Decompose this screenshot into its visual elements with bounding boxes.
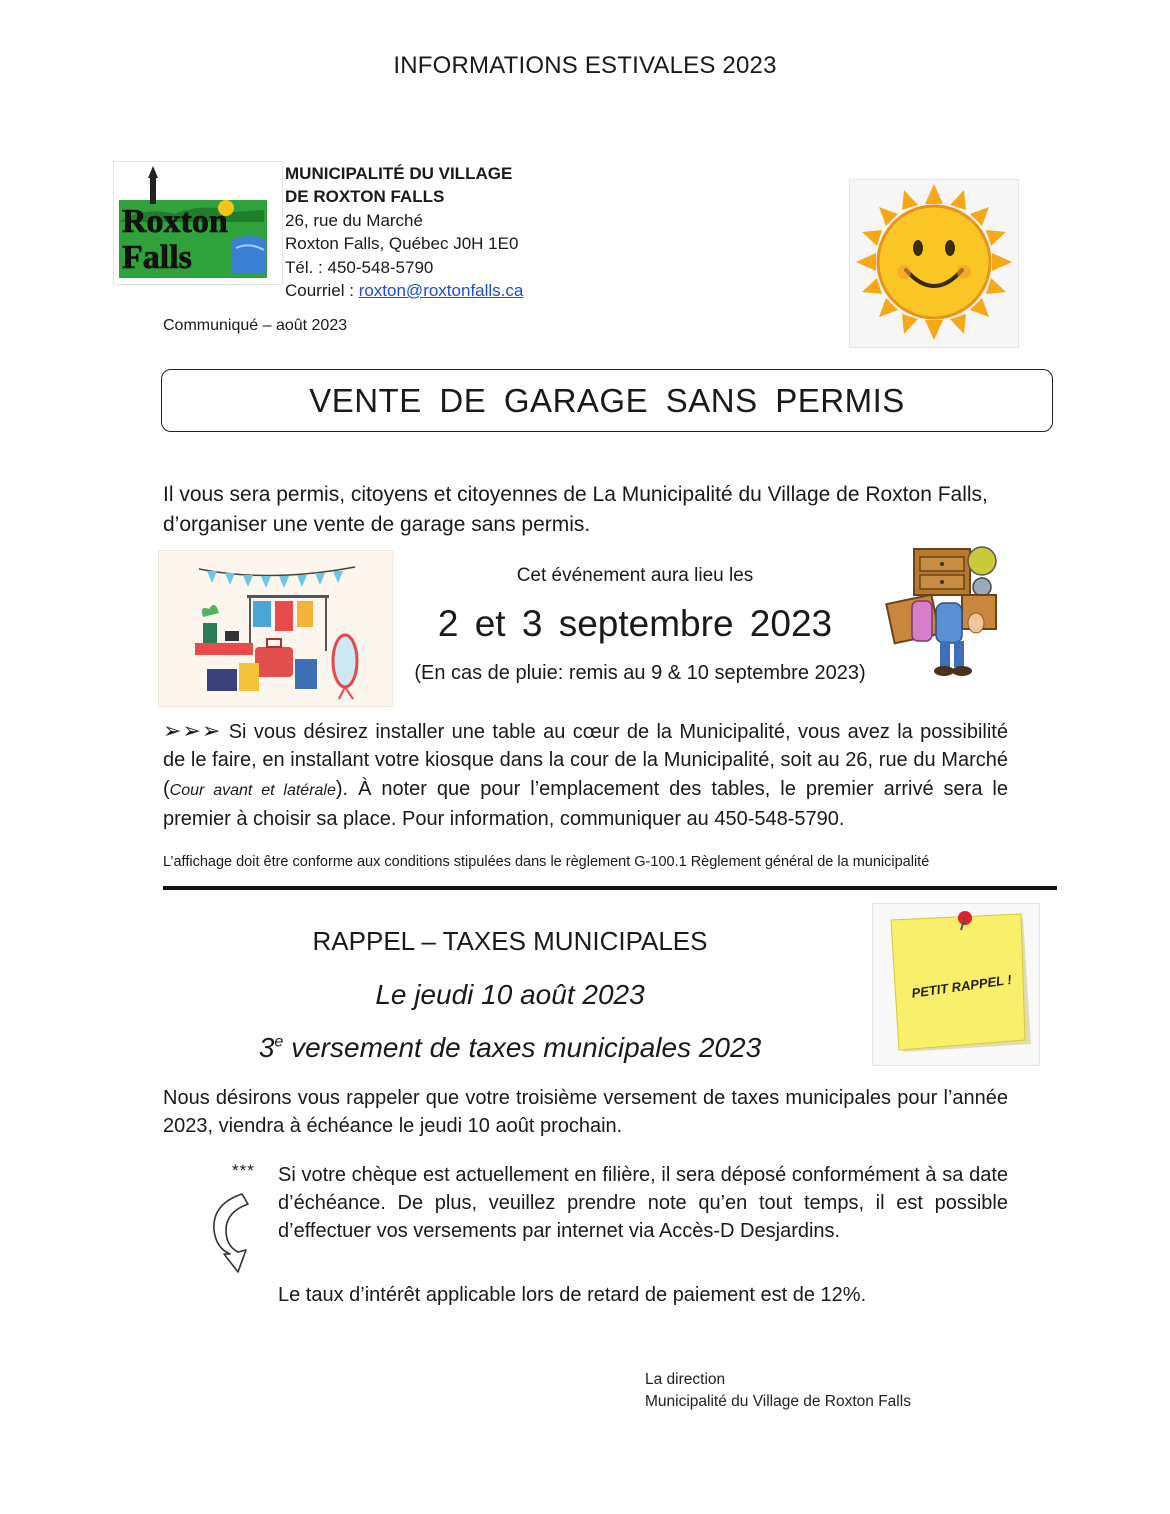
installment-text: versement de taxes municipales 2023 xyxy=(283,1032,762,1063)
signature-line-2: Municipalité du Village de Roxton Falls xyxy=(645,1393,911,1410)
communique-date: Communiqué – août 2023 xyxy=(163,317,348,334)
city: Roxton Falls, Québec J0H 1E0 xyxy=(285,234,519,254)
email-label: Courriel : xyxy=(285,281,359,301)
taxes-installment xyxy=(150,1032,870,1064)
municipality-name-1: MUNICIPALITÉ DU VILLAGE xyxy=(285,164,513,183)
table-text-2: ). À noter que pour l’emplacement des tables, le premier arrivé sera le premier à choisir sa place. Pour information, communiquer au 450-548-5790. xyxy=(163,777,1008,830)
municipality-name-2: DE ROXTON FALLS xyxy=(285,187,445,207)
email-row xyxy=(285,279,523,302)
logo-text-falls: Falls xyxy=(122,239,192,276)
event-date: 2 et 3 septembre 2023 xyxy=(437,603,833,644)
reglement-note: L’affichage doit être conforme aux conditions stipulées dans le règlement G-100.1 Règlement général de la municipalité xyxy=(163,854,930,870)
taxes-title: RAPPEL – TAXES MUNICIPALES xyxy=(312,926,708,956)
page-title: INFORMATIONS ESTIVALES 2023 xyxy=(393,52,777,79)
mover-illustration xyxy=(884,543,1010,683)
table-text-1: Si vous désirez installer une table au cœur de la Municipalité, vous avez la possibilité de le faire, en installant votre kiosque dans la cour de la Municipalité, soit au 26, rue du Marché ( xyxy=(163,721,1008,800)
garage-sale-title: VENTE DE GARAGE SANS PERMIS xyxy=(161,369,1053,432)
postit-text: PETIT RAPPEL ! xyxy=(910,971,1013,1001)
municipality-logo xyxy=(113,161,283,285)
rain-date: (En cas de pluie: remis au 9 & 10 septembre 2023) xyxy=(414,662,866,684)
signature xyxy=(645,1369,911,1413)
installment-sup: e xyxy=(274,1033,284,1051)
table-text-italic: Cour avant et latérale xyxy=(169,781,336,799)
stars-marker: *** xyxy=(232,1161,255,1180)
taxes-reminder: Nous désirons vous rappeler que votre troisième versement de taxes municipales pour l’année 2023, viendra à échéance le jeudi 10 août prochain. xyxy=(163,1087,1008,1137)
street: 26, rue du Marché xyxy=(285,210,423,230)
municipality-address xyxy=(285,162,523,302)
postit-illustration xyxy=(872,903,1040,1066)
curved-arrow-icon xyxy=(208,1190,252,1276)
garage-sale-intro: Il vous sera permis, citoyens et citoyennes de La Municipalité du Village de Roxton Falls, d’organiser une vente de garage sans permis. xyxy=(163,483,988,536)
sun-illustration xyxy=(849,179,1019,348)
table-info-paragraph xyxy=(163,717,1008,833)
cheque-paragraph: Si votre chèque est actuellement en filière, il sera déposé conformément à sa date d’échéance. De plus, veuillez prendre note qu’en tout temps, il est possible d’effectuer vos versements par internet via Accès-D Desjardins. xyxy=(278,1164,1008,1242)
taxes-date: Le jeudi 10 août 2023 xyxy=(375,979,645,1010)
garage-sale-illustration xyxy=(158,550,393,707)
arrow-bullets-icon: ➢➢➢ xyxy=(163,718,222,743)
email-link[interactable]: roxton@roxtonfalls.ca xyxy=(358,281,524,301)
interest-rate-note: Le taux d’intérêt applicable lors de retard de paiement est de 12%. xyxy=(278,1284,867,1306)
logo-text-roxton: Roxton xyxy=(122,203,228,240)
signature-line-1: La direction xyxy=(645,1371,726,1388)
section-divider xyxy=(163,886,1057,890)
phone: Tél. : 450-548-5790 xyxy=(285,257,434,277)
installment-number: 3 xyxy=(258,1032,275,1063)
event-intro: Cet événement aura lieu les xyxy=(516,565,754,586)
